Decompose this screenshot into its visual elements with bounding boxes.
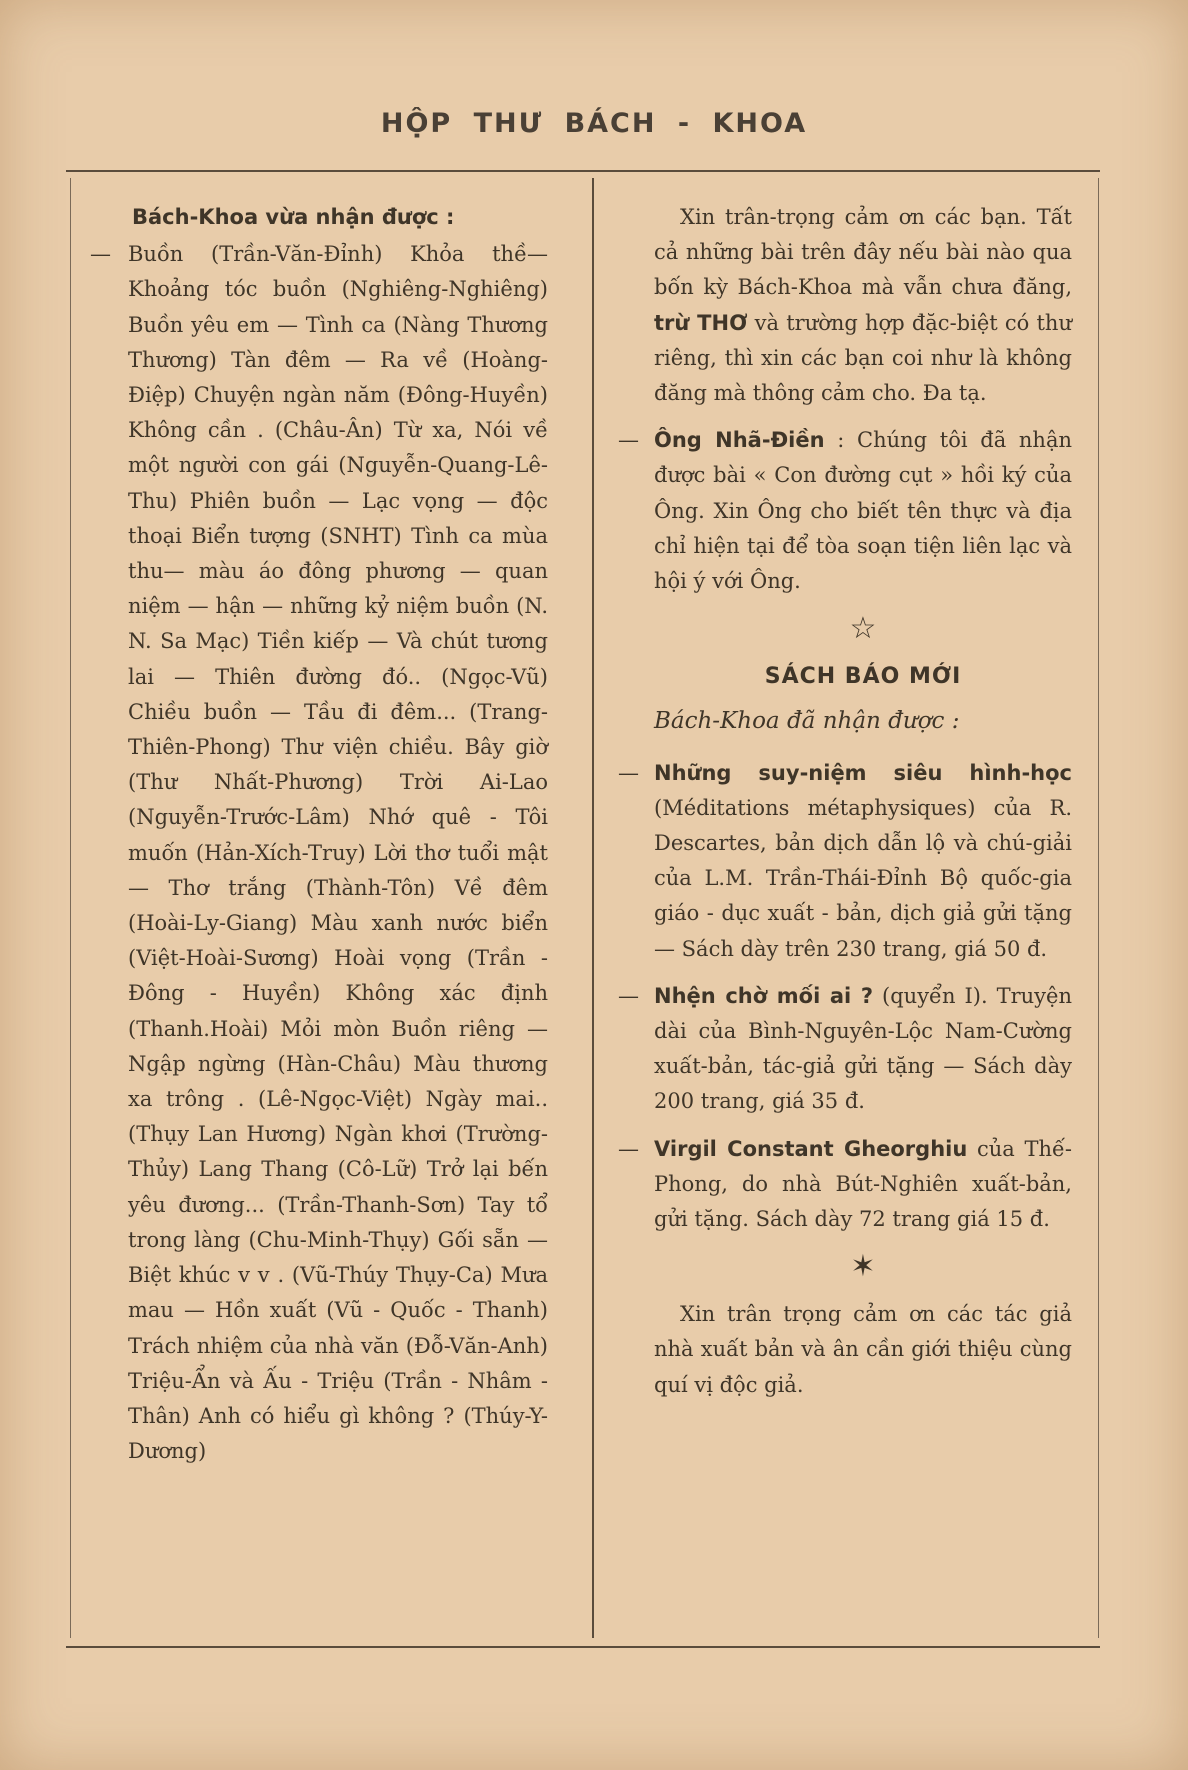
thanks-text-after: và trường hợp đặc-biệt có thư riêng, thì xin các bạn coi như là không đăng mà thông cảm cho. Đa tạ. [654,310,1072,406]
thanks-text-before: Xin trân-trọng cảm ơn các bạn. Tất cả những bài trên đây nếu bài nào qua bốn kỳ Bách-Khoa mà vẫn chưa đăng, [654,205,1072,300]
left-border [70,178,71,1638]
received-list [90,237,548,1469]
book-title: Virgil Constant Gheorghiu [654,1136,968,1161]
right-column [618,200,1072,1403]
book-title: Những suy-niệm siêu hình-học [654,760,1072,785]
page-heading: HỘP THƯ BÁCH - KHOA [380,108,808,139]
nha-dien-text: : Chúng tôi đã nhận được bài « Con đường cụt » hồi ký của Ông. Xin Ông cho biết tên thực và địa chỉ hiện tại để tòa soạn tiện liên lạc và hội ý với Ông. [654,428,1072,594]
asterisk-divider-icon: ✶ [850,1249,876,1285]
book-entry [618,1132,1072,1238]
book-text: (Méditations métaphysiques) của R. Descartes, bản dịch dẫn lộ và chú-giải của L.M. Trần-Thái-Đỉnh Bộ quốc-gia giáo - dục xuất - bản, dịch giả gửi tặng — Sách dày trên 230 trang, giá 50 đ. [654,795,1072,961]
received-intro: Bách-Khoa vừa nhận được : [132,205,455,229]
list-dash: — [90,242,111,267]
top-rule [66,170,1100,172]
book-entry [618,979,1072,1120]
book-dash: — [618,1136,639,1161]
thanks-bold-note: trừ THƠ [654,310,748,335]
star-divider-icon: ☆ [849,611,877,647]
book-dash: — [618,983,639,1008]
bottom-rule [66,1646,1100,1648]
book-text: của Thế-Phong, do nhà Bút-Nghiên xuất-bản, gửi tặng. Sách dày 72 trang giá 15 đ. [654,1136,1072,1232]
closing-paragraph: Xin trân trọng cảm ơn các tác giả nhà xuất bản và ân cần giới thiệu cùng quí vị độc giả. [654,1302,1072,1397]
note-dash: — [618,428,639,453]
nha-dien-note [618,423,1072,599]
right-border [1098,178,1099,1638]
section-title: SÁCH BÁO MỚI [764,664,962,690]
column-divider [592,178,594,1638]
book-entry [618,756,1072,967]
thanks-paragraph [654,200,1072,411]
left-column [90,200,548,1469]
book-text: (quyển I). Truyện dài của Bình-Nguyên-Lộc Nam-Cường xuất-bản, tác-giả gửi tặng — Sách dày 200 trang, giá 35 đ. [654,983,1072,1114]
book-dash: — [618,760,639,785]
nha-dien-name: Ông Nhã-Điền [654,428,825,453]
book-title: Nhện chờ mối ai ? [654,983,874,1008]
section-intro: Bách-Khoa đã nhận được : [654,708,960,735]
received-list-text: Buồn (Trần-Văn-Đỉnh) Khỏa thề— Khoảng tóc buồn (Nghiêng-Nghiêng) Buồn yêu em — Tình ca (Nàng Thương Thương) Tàn đêm — Ra về (Hoàng-Điệp) Chuyện ngàn năm (Đông-Huyền) Không cần . (Châu-Ân) Từ xa, Nói về một người con gái (Nguyễn-Quang-Lê-Thu) Phiên buồn — Lạc vọng — độc thoại Biển tượng (SNHT) Tình ca mùa thu— màu áo đông phương — quan niệm — hận — những kỷ niệm buồn (N. N. Sa Mạc) Tiền kiếp — Và chút tương lai — Thiên đường đó.. (Ngọc-Vũ) Chiều buồn — Tầu đi đêm... (Trang-Thiên-Phong) Thư viện chiều. Bây giờ (Thư Nhất-Phương) Trời Ai-Lao (Nguyễn-Trước-Lâm) Nhớ quê - Tôi muốn (Hản-Xích-Truy) Lời thơ tuổi mật — Thơ trắng (Thành-Tôn) Về đêm (Hoài-Ly-Giang) Màu xanh nước biển (Việt-Hoài-Sương) Hoài vọng (Trần - Đông - Huyền) Không xác định (Thanh.Hoài) Mỏi mòn Buồn riêng — Ngập ngừng (Hàn-Châu) Màu thương xa trông . (Lê-Ngọc-Việt) Ngày mai.. (Thụy Lan Hương) Ngàn khơi (Trường-Thủy) Lang Thang (Cô-Lữ) Trở lại bến yêu đương... (Trần-Thanh-Sơn) Tay tổ trong làng (Chu-Minh-Thụy) Gối sẵn — Biệt khúc v v . (Vũ-Thúy Thụy-Ca) Mưa mau — Hồn xuất (Vũ - Quốc - Thanh) Trách nhiệm của nhà văn (Đỗ-Văn-Anh) Triệu-Ẩn và Ấu - Triệu (Trần - Nhâm - Thân) Anh có hiểu gì không ? (Thúy-Y-Dương) [128,242,548,1464]
